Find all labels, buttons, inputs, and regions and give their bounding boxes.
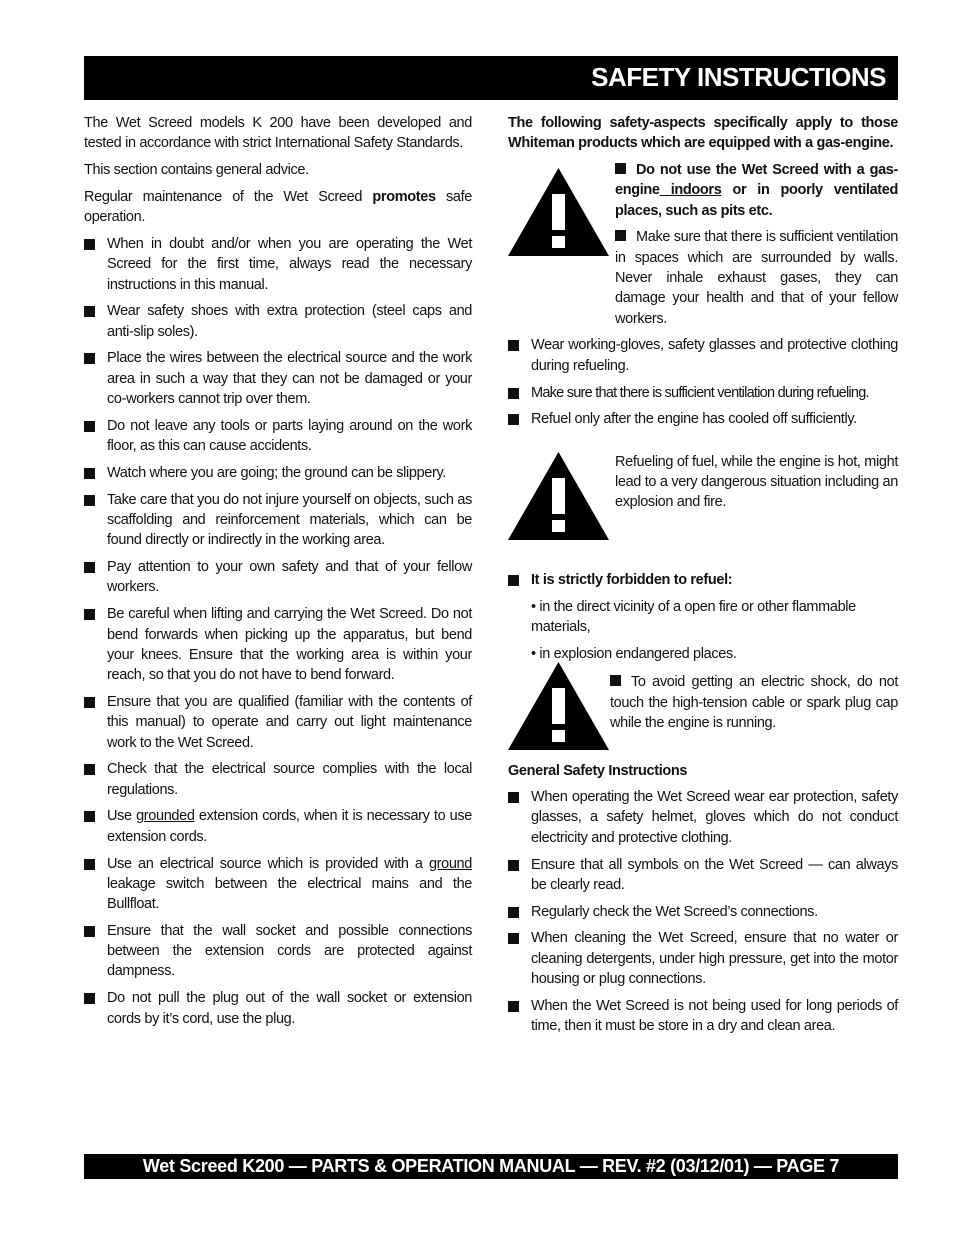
page-footer: Wet Screed K200 — PARTS & OPERATION MANUAL — REV. #2 (03/12/01) — PAGE 7 — [84, 1154, 898, 1179]
bullet-item: When the Wet Screed is not being used for long periods of time, then it must be store in a dry and clean area. — [508, 996, 898, 1037]
bullet-item: Do not leave any tools or parts laying around on the work floor, as this can cause accidents. — [84, 416, 472, 457]
bullet-square-icon — [84, 353, 95, 364]
bullet-item: Use grounded extension cords, when it is necessary to use extension cords. — [84, 806, 472, 847]
page-title: SAFETY INSTRUCTIONS — [591, 62, 886, 92]
bullet-square-icon — [84, 764, 95, 775]
bullet-item: When cleaning the Wet Screed, ensure that no water or cleaning detergents, under high pressure, get into the motor housing or plug connections. — [508, 928, 898, 989]
bullet-item: Use an electrical source which is provided with a ground leakage switch between the electrical mains and the Bullfloat. — [84, 854, 472, 915]
warning-indoors-text: Do not use the Wet Screed with a gas-engine indoors or in poorly ventilated places, such as pits etc. — [615, 162, 898, 219]
bullet-square-icon — [84, 468, 95, 479]
forbidden-item: • in the direct vicinity of a open fire or other flammable materials, — [531, 598, 856, 636]
bullet-item: Ensure that all symbols on the Wet Screed — can always be clearly read. — [508, 855, 898, 896]
warning-block-shock — [508, 672, 898, 760]
warning-refuel-text: Refueling of fuel, while the engine is hot, might lead to a very dangerous situation including an explosion and fire. — [615, 453, 898, 511]
bullet-square-icon — [84, 495, 95, 506]
warning-triangle-icon — [508, 452, 609, 540]
warning-block-indoors — [508, 160, 898, 329]
bullet-square-icon — [615, 230, 626, 241]
intro-maintenance: Regular maintenance of the Wet Screed promotes safe operation. — [84, 188, 473, 226]
bullet-square-icon — [84, 926, 95, 937]
bullet-square-icon — [84, 562, 95, 573]
left-column — [84, 113, 472, 1035]
bullet-square-icon — [508, 414, 519, 425]
bullet-item: Ensure that the wall socket and possible connections between the extension cords are protected against dampness. — [84, 921, 472, 982]
general-safety-heading: General Safety Instructions — [508, 762, 688, 779]
warning-triangle-icon — [508, 168, 609, 256]
bullet-square-icon — [508, 792, 519, 803]
bullet-square-icon — [508, 1001, 519, 1012]
bullet-square-icon — [508, 388, 519, 399]
bullet-item: Be careful when lifting and carrying the Wet Screed. Do not bend forwards when picking up the apparatus, but bend your knees. Ensure that the working area is within your reach, so that you do not have to bend forward. — [84, 604, 472, 685]
bullet-square-icon — [508, 575, 519, 586]
warning-ventilation-text: Make sure that there is sufficient ventilation in spaces which are surrounded by walls. Never inhale exhaust gases, they can damage your health and that of your fellow workers. — [615, 229, 898, 327]
bullet-item: When in doubt and/or when you are operating the Wet Screed for the first time, always read the necessary instructions in this manual. — [84, 234, 472, 295]
bullet-square-icon — [508, 907, 519, 918]
forbidden-heading: It is strictly forbidden to refuel: — [508, 570, 898, 590]
warning-shock-text: To avoid getting an electric shock, do not touch the high-tension cable or spark plug cap while the engine is running. — [610, 674, 898, 731]
title-bar — [84, 56, 898, 100]
bullet-item: Refuel only after the engine has cooled off sufficiently. — [508, 409, 898, 429]
bullet-square-icon — [84, 239, 95, 250]
bullet-item: Regularly check the Wet Screed’s connections. — [508, 902, 898, 922]
bullet-square-icon — [508, 340, 519, 351]
bullet-square-icon — [84, 697, 95, 708]
bullet-item: Check that the electrical source complies with the local regulations. — [84, 759, 472, 800]
right-column — [508, 113, 898, 1043]
intro-general-advice: This section contains general advice. — [84, 162, 309, 179]
bullet-item: Place the wires between the electrical source and the work area in such a way that they can not be damaged or your co-workers cannot trip over them. — [84, 348, 472, 409]
bullet-item: Take care that you do not injure yourself on objects, such as scaffolding and reinforcement materials, which can be found directly or indirectly in the working area. — [84, 490, 472, 551]
bullet-square-icon — [84, 993, 95, 1004]
gas-engine-lead: The following safety-aspects specifically apply to those Whiteman products which are equipped with a gas-engine. — [508, 115, 898, 152]
warning-block-refuel — [508, 452, 898, 564]
bullet-square-icon — [84, 306, 95, 317]
forbidden-item: • in explosion endangered places. — [531, 646, 737, 663]
bullet-item: Do not pull the plug out of the wall socket or extension cords by it’s cord, use the plug. — [84, 988, 472, 1029]
bullet-square-icon — [84, 609, 95, 620]
bullet-item: When operating the Wet Screed wear ear protection, safety glasses, a safety helmet, gloves which do not conduct electricity and protective clothing. — [508, 787, 898, 848]
bullet-item: Wear safety shoes with extra protection (steel caps and anti-slip soles). — [84, 301, 472, 342]
bullet-square-icon — [508, 933, 519, 944]
bullet-square-icon — [615, 163, 626, 174]
bullet-square-icon — [610, 675, 621, 686]
bullet-square-icon — [84, 811, 95, 822]
intro-paragraph: The Wet Screed models K 200 have been developed and tested in accordance with strict International Safety Standards. — [84, 115, 472, 152]
bullet-square-icon — [508, 860, 519, 871]
bullet-item: Pay attention to your own safety and that of your fellow workers. — [84, 557, 472, 598]
bullet-item: Watch where you are going; the ground can be slippery. — [84, 463, 472, 483]
bullet-square-icon — [84, 859, 95, 870]
bullet-square-icon — [84, 421, 95, 432]
warning-triangle-icon — [508, 662, 609, 750]
bullet-item: Wear working-gloves, safety glasses and protective clothing during refueling. — [508, 335, 898, 376]
bullet-item: Ensure that you are qualified (familiar with the contents of this manual) to operate and carry out light maintenance work to the Wet Screed. — [84, 692, 472, 753]
bullet-item: Make sure that there is sufficient ventilation during refueling. — [508, 383, 898, 403]
